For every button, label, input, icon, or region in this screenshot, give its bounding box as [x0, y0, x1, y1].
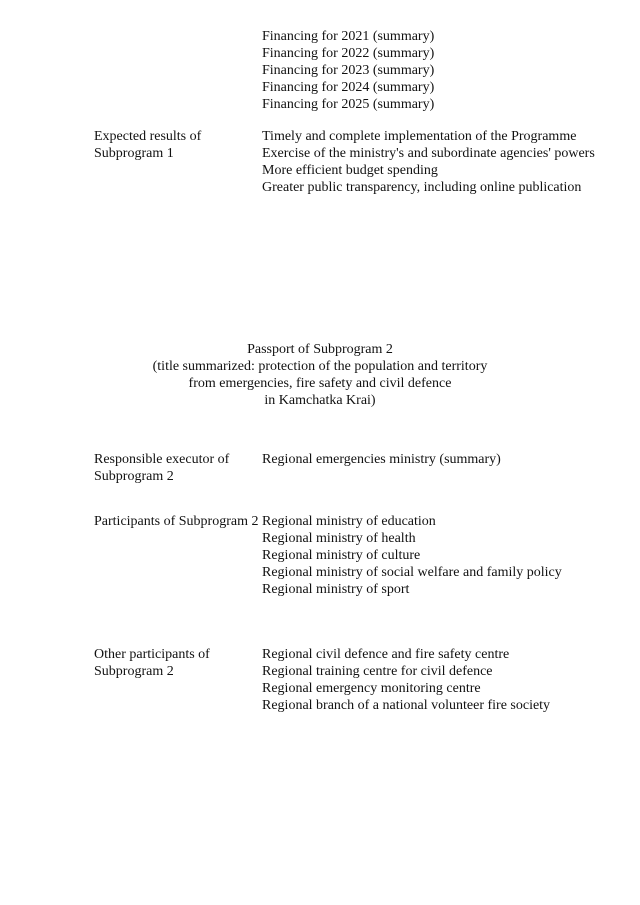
row-label: Participants of Subprogram 2	[94, 514, 259, 529]
list-item: Regional ministry of culture	[262, 548, 421, 563]
list-item: Exercise of the ministry's and subordinate agencies' powers	[262, 146, 595, 161]
title-line: from emergencies, fire safety and civil defence	[188, 376, 452, 391]
list-item: Regional ministry of education	[262, 514, 436, 529]
passport-title	[120, 341, 520, 409]
responsible-row	[94, 451, 600, 485]
list-item: Regional emergency monitoring centre	[262, 681, 481, 696]
list-item: Greater public transparency, including online publication	[262, 180, 582, 195]
expected-results-row	[94, 128, 600, 196]
budget-line: Financing for 2025 (summary)	[262, 97, 435, 112]
row-value	[262, 513, 600, 598]
list-item: Regional ministry of social welfare and family policy	[262, 565, 562, 580]
budget-line: Financing for 2022 (summary)	[262, 46, 435, 61]
budget-by-year	[262, 28, 602, 113]
list-item: Regional branch of a national volunteer fire society	[262, 698, 551, 713]
list-item: Regional civil defence and fire safety centre	[262, 647, 510, 662]
title-line: in Kamchatka Krai)	[264, 393, 376, 408]
list-item: More efficient budget spending	[262, 163, 438, 178]
list-item: Timely and complete implementation of the Programme	[262, 129, 577, 144]
title-line: Passport of Subprogram 2	[247, 342, 393, 357]
participants-row	[94, 513, 600, 598]
row-value	[262, 646, 600, 714]
row-label: Responsible executor of Subprogram 2	[94, 452, 230, 484]
row-label: Other participants of Subprogram 2	[94, 647, 210, 679]
budget-line: Financing for 2021 (summary)	[262, 29, 435, 44]
budget-line: Financing for 2023 (summary)	[262, 63, 435, 78]
budget-line: Financing for 2024 (summary)	[262, 80, 435, 95]
row-label: Expected results of Subprogram 1	[94, 129, 202, 161]
list-item: Regional training centre for civil defence	[262, 664, 493, 679]
row-value: Regional emergencies ministry (summary)	[262, 452, 501, 467]
other-participants-row	[94, 646, 600, 714]
row-value	[262, 128, 600, 196]
list-item: Regional ministry of health	[262, 531, 416, 546]
list-item: Regional ministry of sport	[262, 582, 410, 597]
title-line: (title summarized: protection of the population and territory	[152, 359, 488, 374]
